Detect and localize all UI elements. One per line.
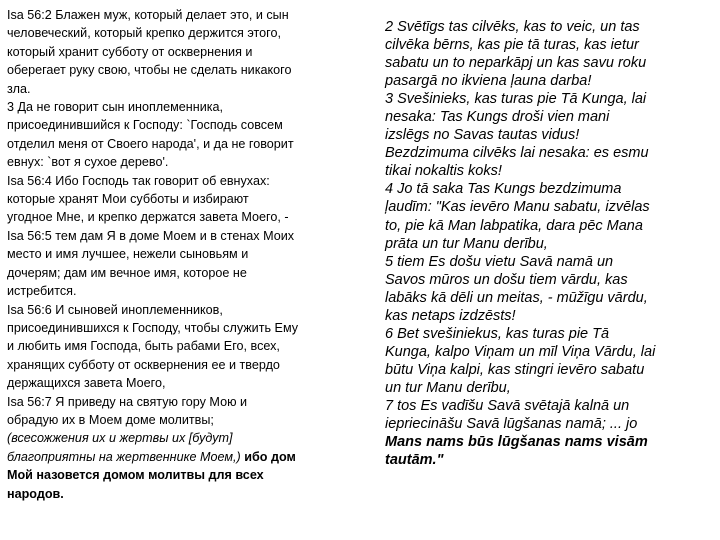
russian-line-text: отделил меня от Своего народа', и да не говорит	[7, 136, 294, 151]
latvian-line	[385, 198, 713, 216]
latvian-line-text: prāta un tur Manu derību,	[385, 235, 548, 252]
russian-line	[7, 61, 352, 79]
russian-line	[7, 448, 352, 466]
russian-line	[7, 264, 352, 282]
russian-line-text: благоприятны на жертвеннике Моем,)	[7, 449, 245, 464]
latvian-line-text: tikai nokaltis koks!	[385, 163, 502, 180]
latvian-line	[385, 72, 713, 90]
latvian-line	[385, 235, 713, 253]
russian-line	[7, 245, 352, 263]
latvian-line	[385, 343, 713, 361]
latvian-line-text: sabatu un to neparkāpj un kas savu roku	[385, 55, 647, 72]
latvian-line	[385, 90, 713, 108]
russian-line	[7, 337, 352, 355]
latvian-line-text: tautām."	[385, 452, 444, 469]
latvian-line	[385, 126, 713, 144]
latvian-line	[385, 36, 713, 54]
latvian-line	[385, 361, 713, 379]
russian-line-text: Isa 56:6 И сыновей иноплеменников,	[7, 302, 223, 317]
russian-line-text: и любить имя Господа, быть рабами Его, всех,	[7, 339, 280, 354]
russian-line-text: который хранит субботу от осквернения и	[7, 44, 253, 59]
latvian-line-text: labāks kā dēli un meitas, - mūžīgu vārdu,	[385, 289, 648, 306]
latvian-line-text: 3 Svešinieks, kas turas pie Tā Kunga, lai	[385, 91, 647, 108]
russian-line	[7, 153, 352, 171]
russian-line	[7, 190, 352, 208]
russian-line	[7, 393, 352, 411]
latvian-line-text: 2 Svētīgs tas cilvēks, kas to veic, un tas	[385, 19, 640, 35]
russian-line	[7, 172, 352, 190]
latvian-line-text: 6 Bet svešiniekus, kas turas pie Tā	[385, 325, 610, 342]
latvian-line-text: izslēgs no Savas tautas vidus!	[385, 127, 580, 144]
latvian-line-text: cilvēka bērns, kas pie tā turas, kas ietur	[385, 37, 639, 54]
russian-line-text: Isa 56:2 Блажен муж, который делает это, и сын	[7, 8, 289, 22]
latvian-line	[385, 325, 713, 343]
russian-line	[7, 135, 352, 153]
russian-line	[7, 411, 352, 429]
russian-line-text: зла.	[7, 81, 31, 96]
latvian-line	[385, 253, 713, 271]
russian-line	[7, 282, 352, 300]
russian-line-text: истребится.	[7, 284, 77, 299]
russian-line	[7, 485, 352, 503]
russian-line-text: место и имя лучшее, нежели сыновьям и	[7, 247, 249, 262]
latvian-line	[385, 379, 713, 397]
russian-line-text: евнух: `вот я сухое дерево'.	[7, 155, 169, 170]
latvian-line-text: nesaka: Tas Kungs droši vien mani	[385, 109, 610, 126]
latvian-line-text: ļaudīm: "Kas ievēro Manu sabatu, izvēlas	[385, 199, 650, 216]
latvian-line	[385, 54, 713, 72]
russian-line-text: присоединившийся к Господу: `Господь совсем	[7, 118, 283, 133]
russian-line-text: обрадую их в Моем доме молитвы;	[7, 412, 214, 427]
latvian-line-text: to, pie kā Man labpatika, dara pēc Mana	[385, 217, 643, 234]
russian-line-text: (всесожжения их и жертвы их [будут]	[7, 431, 233, 446]
latvian-line-text: būtu Viņa kalpi, kas stingri ievēro sabatu	[385, 361, 645, 378]
latvian-line-text: Bezdzimuma cilvēks lai nesaka: es esmu	[385, 145, 649, 162]
russian-line	[7, 6, 352, 24]
russian-line-text: человеческий, который крепко держится этого,	[7, 26, 281, 41]
latvian-line-text: 5 tiem Es došu vietu Savā namā un	[385, 253, 614, 270]
russian-line-text: народов.	[7, 486, 64, 501]
latvian-text-column	[385, 18, 713, 469]
latvian-line-text: pasargā no ikviena ļauna darba!	[385, 73, 592, 90]
latvian-line	[385, 162, 713, 180]
latvian-line	[385, 108, 713, 126]
russian-line-text: которые хранят Мои субботы и избирают	[7, 192, 249, 207]
russian-line-text: держащихся завета Моего,	[7, 376, 166, 391]
latvian-line-text: Mans nams būs lūgšanas nams visām	[385, 434, 648, 451]
russian-line-text: присоединившихся к Господу, чтобы служить Ему	[7, 320, 299, 335]
russian-line-text: Isa 56:4 Ибо Господь так говорит об евнухах:	[7, 173, 270, 188]
russian-line-text: угодное Мне, и крепко держатся завета Моего, -	[7, 210, 289, 225]
russian-line	[7, 301, 352, 319]
latvian-line	[385, 433, 713, 451]
russian-line	[7, 208, 352, 226]
russian-line-text: Isa 56:7 Я приведу на святую гору Мою и	[7, 394, 248, 409]
latvian-line	[385, 144, 713, 162]
russian-line-text: оберегает руку свою, чтобы не сделать никакого	[7, 63, 292, 78]
russian-line-text: 3 Да не говорит сын иноплеменника,	[7, 100, 224, 115]
russian-line-text: Isa 56:5 тем дам Я в доме Моем и в стенах Моих	[7, 228, 295, 243]
russian-line	[7, 98, 352, 116]
russian-line-text: дочерям; дам им вечное имя, которое не	[7, 265, 247, 280]
russian-line	[7, 116, 352, 134]
latvian-line-text: iepriecināšu Savā lūgšanas namā; ... jo	[385, 416, 638, 433]
latvian-line	[385, 415, 713, 433]
latvian-line	[385, 307, 713, 325]
russian-line-text: Мой назовется домом молитвы для всех	[7, 468, 264, 483]
latvian-line	[385, 451, 713, 469]
latvian-line	[385, 18, 713, 36]
russian-line	[7, 374, 352, 392]
latvian-line	[385, 180, 713, 198]
russian-line	[7, 466, 352, 484]
russian-line	[7, 80, 352, 98]
latvian-line-text: Savos mūros un došu tiem vārdu, kas	[385, 271, 628, 288]
latvian-line	[385, 289, 713, 307]
russian-line	[7, 356, 352, 374]
russian-line	[7, 319, 352, 337]
russian-line	[7, 227, 352, 245]
latvian-line	[385, 397, 713, 415]
russian-text-column	[7, 6, 352, 503]
latvian-line-text: 4 Jo tā saka Tas Kungs bezdzimuma	[385, 181, 622, 198]
latvian-line-text: 7 tos Es vadīšu Savā svētajā kalnā un	[385, 397, 630, 414]
latvian-line-text: un tur Manu derību,	[385, 379, 511, 396]
russian-line-tail: ибо дом	[244, 449, 296, 464]
latvian-line-text: kas netaps izdzēsts!	[385, 307, 516, 324]
russian-line	[7, 43, 352, 61]
russian-line-text: хранящих субботу от осквернения ее и твердо	[7, 357, 280, 372]
latvian-line	[385, 271, 713, 289]
russian-line	[7, 24, 352, 42]
latvian-line-text: Kunga, kalpo Viņam un mīl Viņa Vārdu, lai	[385, 343, 656, 360]
latvian-line	[385, 217, 713, 235]
russian-line	[7, 429, 352, 447]
